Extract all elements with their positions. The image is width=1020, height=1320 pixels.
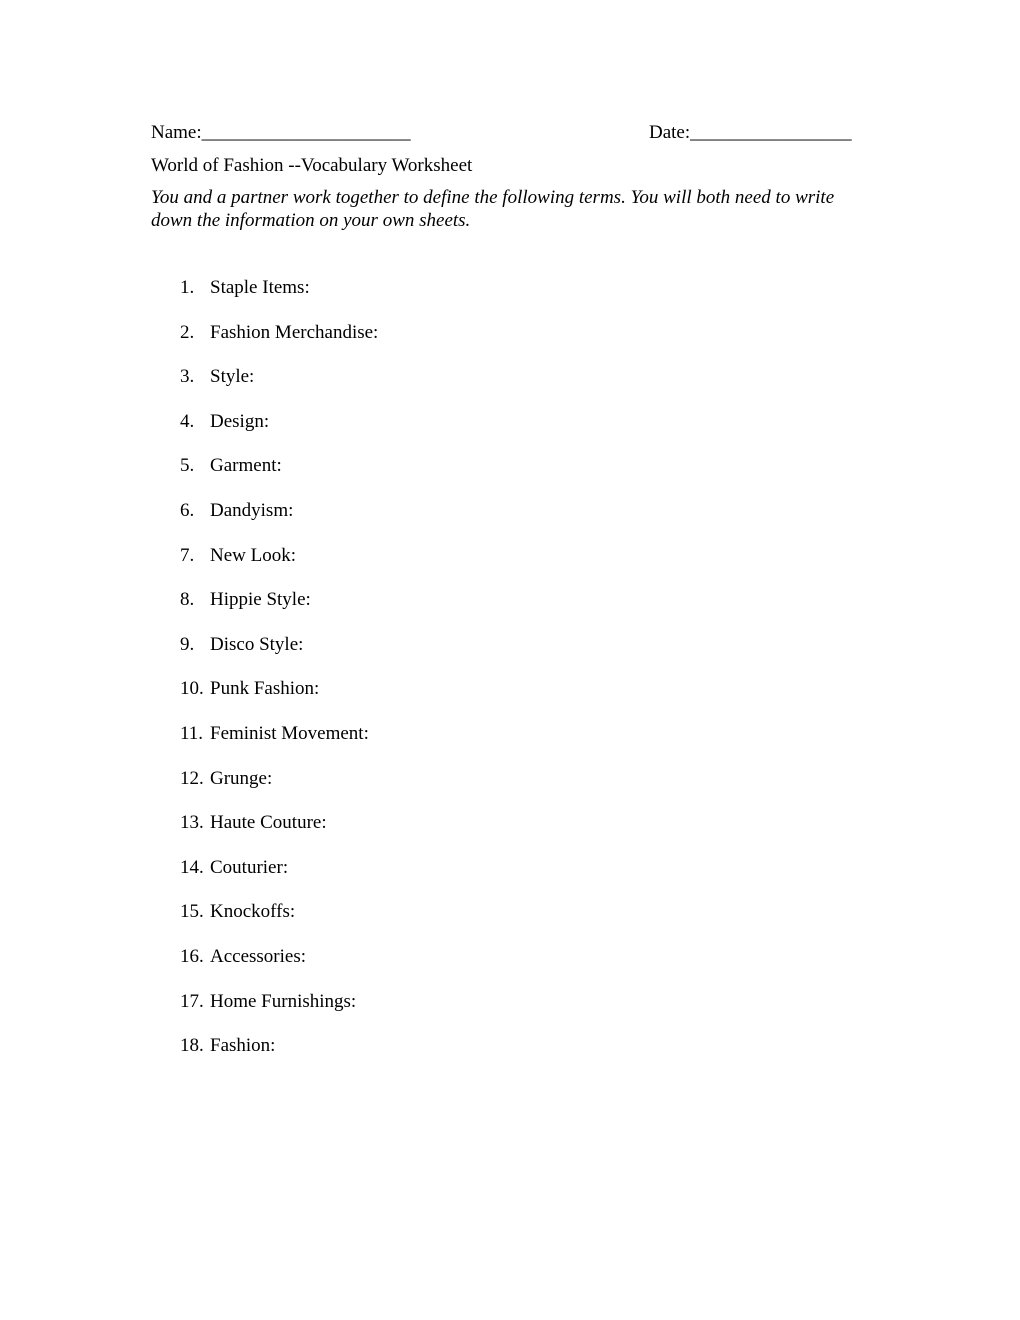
vocab-item-term: New Look: <box>210 544 297 566</box>
vocab-item <box>180 498 293 524</box>
vocab-item-term: Grunge: <box>210 767 273 789</box>
vocab-item-term: Style: <box>210 366 255 388</box>
vocab-item-number: 5. <box>180 455 195 477</box>
vocab-item-number: 8. <box>180 589 195 611</box>
vocab-item <box>180 899 295 925</box>
vocab-item <box>180 543 296 569</box>
vocab-item-number: 14. <box>180 856 204 878</box>
vocab-item-number: 6. <box>180 500 195 521</box>
vocab-item-term: Accessories: <box>210 946 307 967</box>
vocab-item <box>180 989 356 1015</box>
vocab-item-number: 18. <box>180 1035 204 1057</box>
vocab-item-term: Garment: <box>210 455 282 477</box>
vocab-item-number: 10. <box>180 678 204 700</box>
vocab-item-number: 16. <box>180 946 204 967</box>
vocab-item-term: Home Furnishings: <box>210 990 357 1012</box>
vocab-item-term: Disco Style: <box>210 633 304 655</box>
vocab-item-term: Staple Items: <box>210 277 310 298</box>
vocab-item <box>180 364 254 390</box>
vocab-item-number: 11. <box>180 723 204 744</box>
worksheet-title: World of Fashion --Vocabulary Worksheet <box>151 155 473 176</box>
vocab-item <box>180 721 369 747</box>
vocab-item <box>180 632 303 658</box>
vocab-item <box>180 409 269 435</box>
vocab-item <box>180 944 306 970</box>
vocab-item-term: Couturier: <box>210 856 289 878</box>
vocab-item-number: 9. <box>180 633 195 655</box>
vocab-item-term: Punk Fashion: <box>210 678 320 700</box>
vocab-item-term: Design: <box>210 410 270 432</box>
vocab-item-number: 12. <box>180 767 204 789</box>
vocab-item <box>180 453 282 479</box>
vocab-item-term: Fashion: <box>210 1035 276 1057</box>
vocab-item <box>180 1033 275 1059</box>
vocab-item <box>180 855 288 881</box>
vocab-item-term: Dandyism: <box>210 500 294 521</box>
vocab-item-number: 2. <box>180 321 195 343</box>
vocab-item <box>180 275 310 301</box>
vocab-item-number: 15. <box>180 901 204 923</box>
name-field-line: Name:______________________ <box>151 122 411 143</box>
vocab-item <box>180 676 319 702</box>
vocab-item <box>180 320 378 346</box>
vocab-item-number: 17. <box>180 990 204 1012</box>
vocab-item-number: 1. <box>180 277 195 298</box>
vocab-item <box>180 766 272 792</box>
vocab-item-term: Haute Couture: <box>210 812 327 834</box>
vocab-item-term: Fashion Merchandise: <box>210 321 379 343</box>
date-field-line: Date:_________________ <box>649 122 852 143</box>
vocab-item-term: Hippie Style: <box>210 589 311 611</box>
vocab-item-number: 7. <box>180 544 195 566</box>
vocab-item-term: Knockoffs: <box>210 901 296 923</box>
vocab-item-number: 3. <box>180 366 195 388</box>
vocab-item <box>180 587 311 613</box>
instructions-text: You and a partner work together to define the following terms. You will both need to write down the information on your own sheets. <box>151 187 835 231</box>
vocab-item-term: Feminist Movement: <box>210 723 369 744</box>
vocab-item-number: 13. <box>180 812 204 834</box>
vocab-item-number: 4. <box>180 410 195 432</box>
vocab-item <box>180 810 327 836</box>
